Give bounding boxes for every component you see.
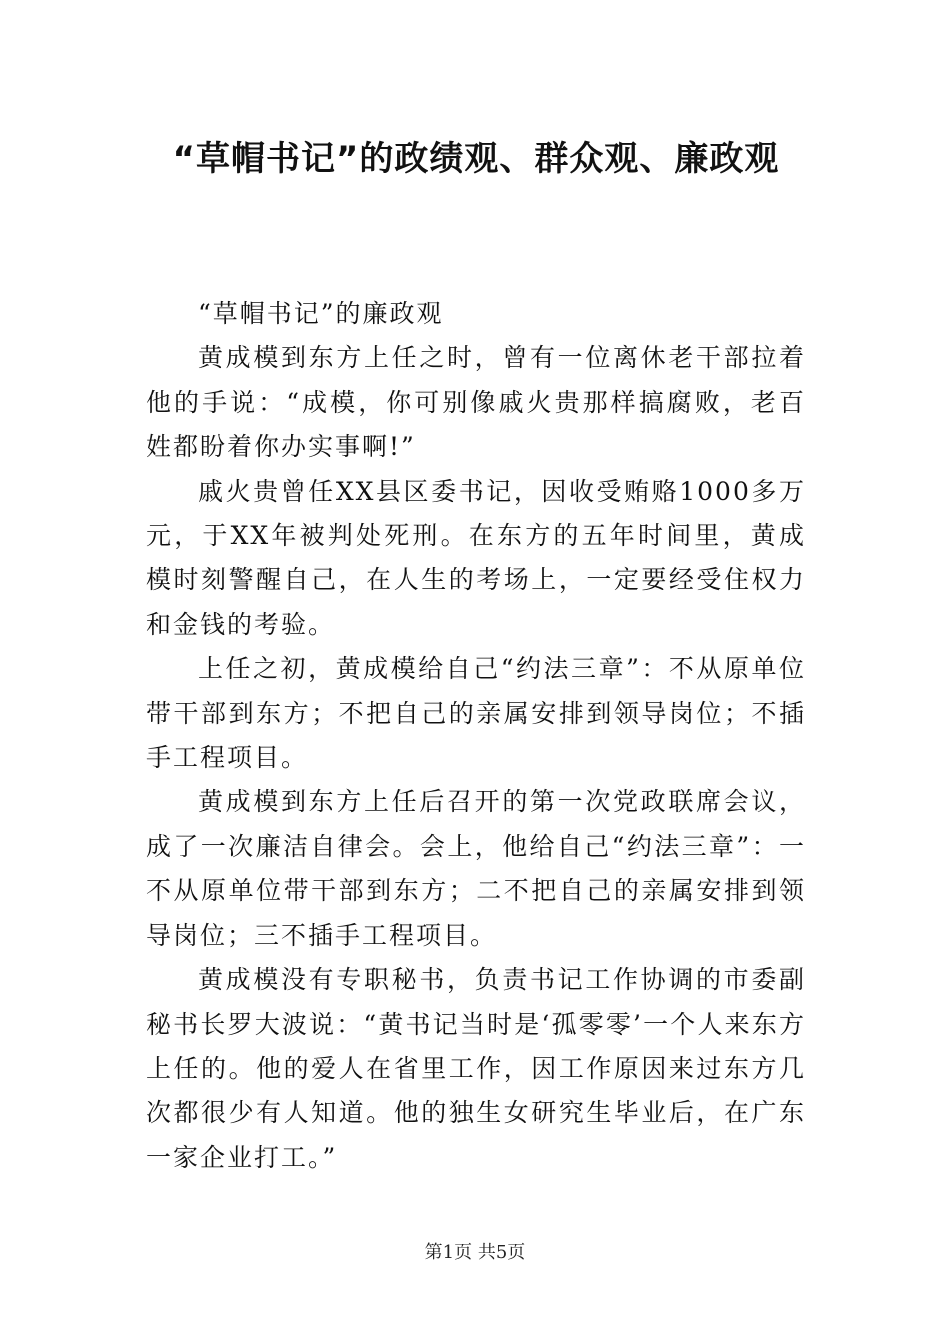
paragraph: 黄成模到东方上任之时，曾有一位离休老干部拉着他的手说：“成模，你可别像戚火贵那样搞腐败，老百姓都盼着你办实事啊!” xyxy=(146,343,806,462)
document-title: “草帽书记”的政绩观、群众观、廉政观 xyxy=(172,139,780,179)
section-heading: “草帽书记”的廉政观 xyxy=(198,299,444,328)
paragraph: 上任之初，黄成模给自己“约法三章”：不从原单位带干部到东方；不把自己的亲属安排到领导岗位；不插手工程项目。 xyxy=(146,654,806,773)
page-number-footer: 第1页 共5页 xyxy=(424,1242,526,1263)
paragraph: 黄成模没有专职秘书，负责书记工作协调的市委副秘书长罗大波说：“黄书记当时是‘孤零零’一个人来东方上任的。他的爱人在省里工作，因工作原因来过东方几次都很少有人知道。他的独生女研究生毕业后，在广东一家企业打工。” xyxy=(146,965,806,1172)
document-body xyxy=(146,292,806,1180)
paragraph: 黄成模到东方上任后召开的第一次党政联席会议，成了一次廉洁自律会。会上，他给自己“约法三章”：一不从原单位带干部到东方；二不把自己的亲属安排到领导岗位；三不插手工程项目。 xyxy=(146,787,806,950)
paragraph: 戚火贵曾任XX县区委书记，因收受贿赂1000多万元，于XX年被判处死刑。在东方的五年时间里，黄成模时刻警醒自己，在人生的考场上，一定要经受住权力和金钱的考验。 xyxy=(146,476,806,639)
